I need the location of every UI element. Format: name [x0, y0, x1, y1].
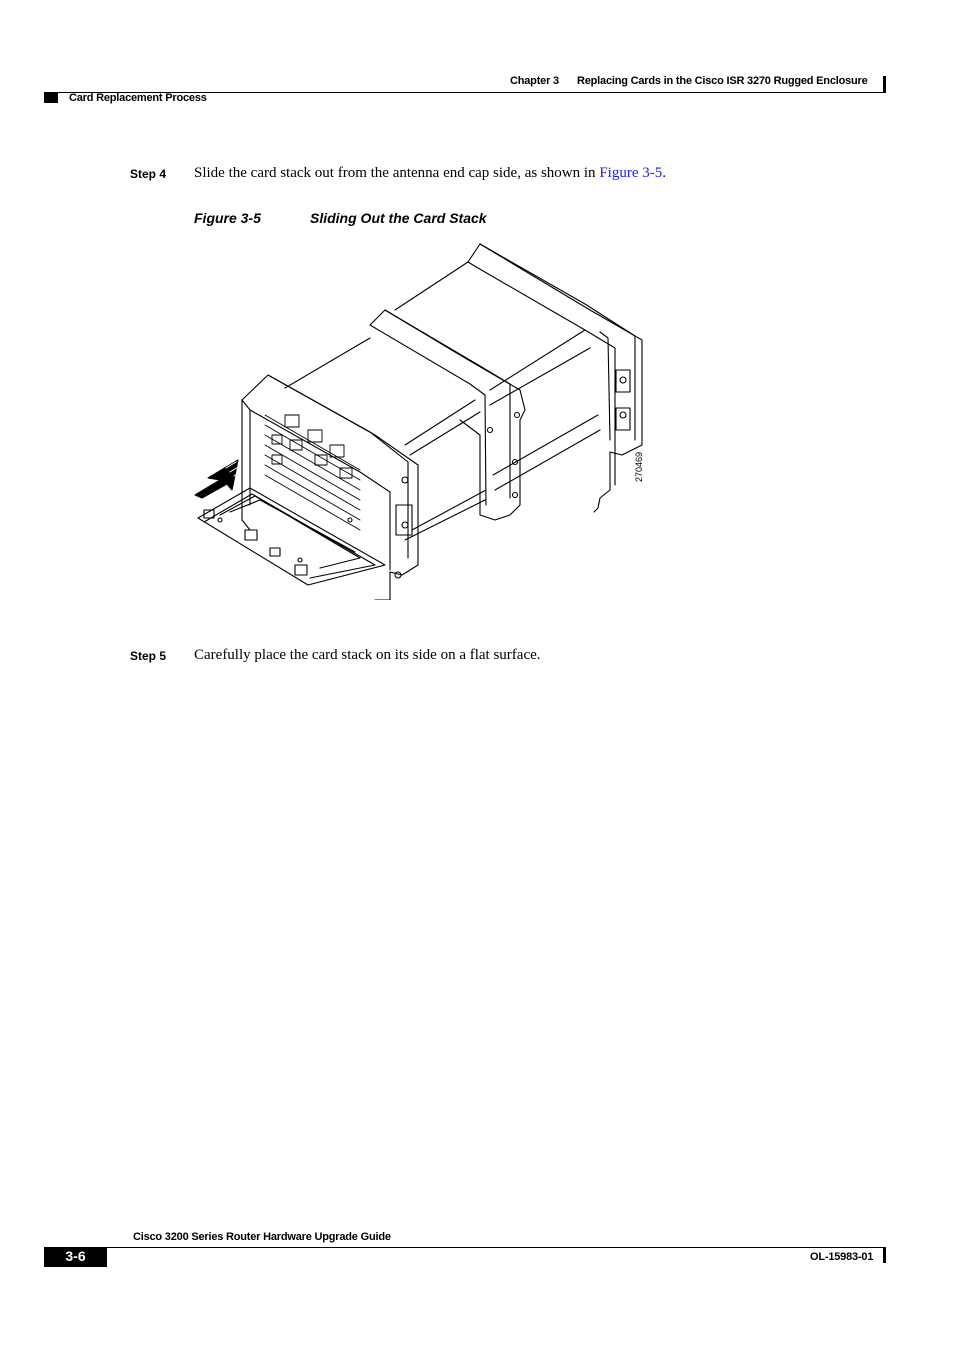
figure-title: Sliding Out the Card Stack [310, 210, 487, 226]
footer-rule [44, 1247, 886, 1248]
guide-title: Cisco 3200 Series Router Hardware Upgrade Guide [133, 1231, 391, 1243]
card-tray [198, 488, 385, 585]
section-title: Card Replacement Process [69, 92, 207, 104]
step-5-label: Step 5 [130, 649, 167, 663]
chapter-title: Replacing Cards in the Cisco ISR 3270 Rugged Enclosure [577, 75, 868, 87]
figure-3-5-link[interactable]: Figure 3-5 [599, 165, 663, 181]
footer-right-bar [883, 1247, 886, 1263]
step-4-label: Step 4 [130, 167, 167, 181]
page-number: 3-6 [65, 1248, 86, 1264]
front-end-cap [242, 375, 418, 600]
chapter-label: Chapter 3 [510, 75, 559, 87]
rear-end-cap [468, 244, 642, 512]
step-5-text: Carefully place the card stack on its side on a flat surface. [194, 647, 541, 663]
card-stack-illustration [190, 240, 650, 600]
figure-number: Figure 3-5 [194, 210, 261, 226]
front-body [285, 338, 486, 540]
header-right-bar [883, 76, 886, 92]
card-stack [265, 415, 360, 530]
doc-id: OL-15983-01 [810, 1251, 874, 1263]
middle-band [370, 310, 525, 520]
art-id: 270469 [634, 451, 644, 482]
step-4-text-before: Slide the card stack out from the antenna end cap side, as shown in [194, 165, 600, 181]
header-left-block [44, 92, 58, 103]
step-4-text-after: . [662, 165, 666, 181]
step-4-text [194, 165, 666, 182]
slide-direction-arrow [195, 460, 240, 498]
